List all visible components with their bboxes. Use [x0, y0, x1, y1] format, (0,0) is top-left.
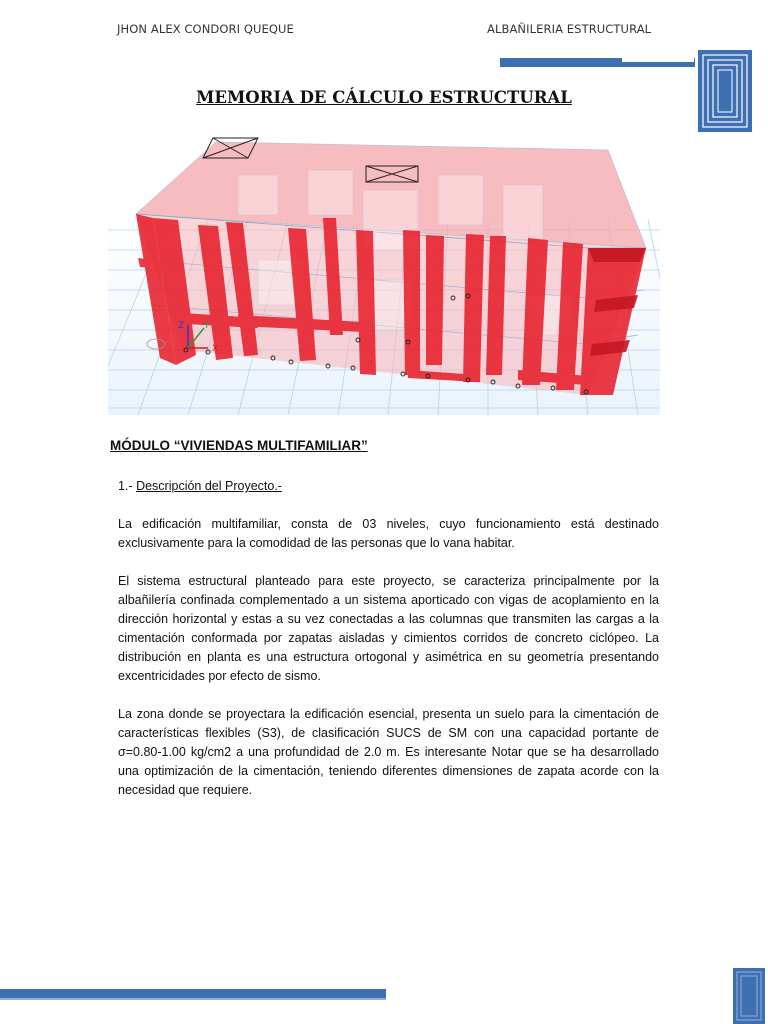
module-heading: MÓDULO “VIVIENDAS MULTIFAMILIAR”	[110, 438, 368, 453]
section-heading	[118, 479, 282, 493]
document-title: MEMORIA DE CÁLCULO ESTRUCTURAL	[196, 88, 572, 107]
paragraph-3: La zona donde se proyectara la edificación esencial, presenta un suelo para la cimentación de características flexibles (S3), de clasificación SUCS de SM con una capacidad portante de σ=0.80-1.00 kg/cm2 a una profundidad de 2.0 m. Es interesante Notar que se ha desarrollado una optimización de la cimentación, teniendo diferentes dimensiones de zapata acorde con la necesidad que requiere.	[118, 707, 659, 797]
structure-3d-model-image	[108, 130, 660, 415]
axis-label-x: X	[212, 344, 219, 354]
header-author: JHON ALEX CONDORI QUEQUE	[117, 22, 294, 36]
footer-rule-highlight	[0, 998, 386, 1000]
header-course: ALBAÑILERIA ESTRUCTURAL	[487, 22, 652, 36]
axis-label-y: Y	[204, 321, 210, 331]
footer-rule	[0, 989, 386, 998]
axis-label-z: Z	[178, 321, 185, 331]
section-label: Descripción del Proyecto.-	[136, 479, 282, 493]
section-number: 1.-	[118, 479, 133, 493]
header-rule-highlight	[622, 58, 694, 62]
paragraph-1: La edificación multifamiliar, consta de 03 niveles, cuyo funcionamiento está destinado exclusivamente para la comodidad de las personas que lo vana habitar.	[118, 517, 659, 550]
corner-decoration-bottom	[733, 968, 765, 1024]
paragraph-2: El sistema estructural planteado para este proyecto, se caracteriza principalmente por la albañilería confinada complementado a un sistema aporticado con vigas de acoplamiento en la dirección horizontal y estas a su vez conectadas a las columnas que transmiten las cargas a la cimentación conformada por zapatas aisladas y cimientos corridos de concreto ciclópeo. La distribución en planta es una estructura ortogonal y asimétrica en su geometría presentando excentricidades por efecto de sismo.	[118, 574, 659, 683]
